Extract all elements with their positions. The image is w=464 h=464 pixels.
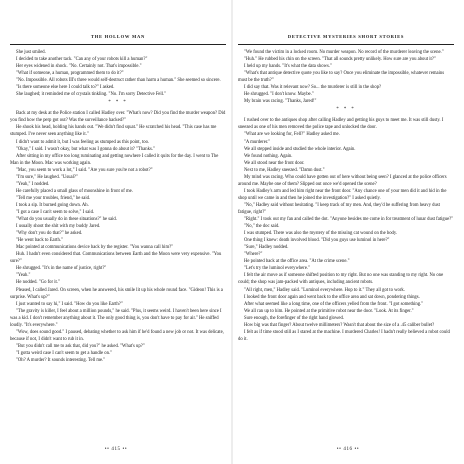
paragraph: "Sure," Hadley nodded. [244,245,289,251]
paragraph: I rushed over to the antiques shop after calling Hadley and getting his guys to meet me. It was still dusty. I sneezed as one of his men removed the police tape and unlocked the door. [238,118,444,131]
paragraph: "No," the doc said. [244,224,280,230]
running-head: THE HOLLOW MAN [90,34,146,39]
paragraph: "I got a case I can't seem to solve," I said. [16,209,95,215]
paragraph: I did say that. Was it relevant now? So... the murderer is still in the shop? [244,85,382,91]
paragraph: We found nothing. Again. [244,153,293,159]
page-body [238,49,454,343]
paragraph: Next to me, Hadley sneezed. "Damn dust." [244,167,325,173]
paragraph: "Wow, does sound good." I paused, debating whether to ask him if he'd found a new job or not. It was delicate, because if not, I didn't want to rub it in. [10,329,224,342]
paragraph: I just wanted to say hi," I said. "How do you like Earth?" [16,301,123,307]
paragraph: My brain was racing. "Thanks, Jared!" [244,99,317,105]
paragraph: He nodded. "Go for it." [16,280,60,286]
paragraph: "I gotta weird case I can't seem to get a handle on." [16,350,113,356]
paragraph: She laughed; it reminded me of crystals tinkling. "No. I'm sorry Detective Fell." [16,92,167,98]
paragraph: "Yeah," I nodded. [16,181,50,187]
paragraph: He shrugged. "It's in the name of justice, right?" [16,266,107,272]
paragraph: I held up my hands. "It's what the data shows." [244,64,332,70]
scene-separator: * * * [108,100,128,106]
paragraph: Pleased, I called Jared. On screen, when he answered, his smile lit up his whole round face. "Gideon! This is a surprise. What's up?" [10,287,223,300]
paragraph-group [238,49,454,105]
paragraph: He shrugged. "I don't know. Maybe." [244,92,314,98]
paragraph-group [10,110,226,364]
scene-separator: * * * [336,107,356,113]
paragraph: "Yeah." [16,273,31,279]
page-number: •• 416 •• [336,447,360,452]
paragraph: After what seemed like a long time, one of the officers yelled from the front. "I got something." [244,301,424,307]
paragraph: He shook his head, holding his hands out. "We didn't find squat." He scratched his head. "This case has me stumped. I've never seen anything like it." [10,125,217,138]
paragraph: I felt the air move as if someone shifted position to my right. But no one was standing to my right. No one could; the shop was jam-packed with antiques, including ancient robots. [238,273,444,286]
paragraph: "Oh? A murder? It sounds interesting. Tell me." [16,357,106,363]
paragraph: "We found the victim in a locked room. No murder weapon. No record of the murderer leaving the scene." [244,50,444,55]
paragraph: I didn't want to admit it, but I was feeling as stumped as this point, too. [16,139,150,145]
paragraph: "He went back to Earth." [16,238,63,244]
paragraph: My mind was racing. Who could have gotten out of here without being seen? I glanced at the police officers around me. Maybe one of them? Slipped out once we'd opened the scene? [238,174,447,187]
paragraph: "No. Impossible. All robots III's three would self-destruct rather than harm a human." She seemed so sincere. [16,78,221,84]
paragraph: "But you didn't call me to ask that, did you?" he asked. "What's up?" [16,343,145,349]
paragraph: One thing I knew: death involved blood. "Did you guys use luminol in here?" [244,238,390,244]
paragraph: "Tell me your troubles, friend," he said. [16,195,91,201]
paragraph: She just smiled. [16,50,46,55]
paragraph: "Is there someone else here I could talk to?" I asked. [16,85,115,91]
paragraph: I took Hadley's arm and led him right near the front door. "Any chance one of your men did it and hid in the shop until we came in and then he joined the investigation?" I asked quietly. [238,188,447,201]
paragraph: After sitting in my office too long ruminating and getting nowhere I called it quits for the day. I went to The Man in the Moon. Mac was working again. [10,153,219,166]
paragraph: "A murderer." [244,139,271,145]
paragraph: "Why don't you do that?" he asked. [16,231,83,237]
paragraph: Mac pointed at communications device back by the register. "You wanna call him?" [16,245,174,251]
right-page [232,0,464,464]
paragraph: I felt as if time stood still as I stared at the machine. I murdered Charles! I hadn't really believed a robot could do it. [238,329,450,342]
paragraph-group [238,117,454,343]
paragraph: "Let's try the luminol everywhere." [244,266,310,272]
paragraph: "I'm sure," He laughed. "Usual?" [16,174,78,180]
paragraph: How big was that finger? About twelve millimeters? Wasn't that about the size of a .45 caliber bullet? [244,322,435,328]
paragraph: He pointed back at the office area. "At the crime scene." [244,259,350,265]
paragraph: Her eyes widened in shock. "No. Certainly not. That's impossible." [16,64,142,70]
paragraph: "All right, men," Hadley said. "Luminol everywhere. Hop to it." They all got to work. [244,287,405,293]
paragraph: Back at my desk at the Police station I called Hadley over. "What's now? Did you find the murder weapon? Did you find how the perp got out? Was the surveillance hacked?" [10,111,226,124]
book-gutter [231,0,233,464]
paragraph: I was stumped. There was also the mystery of the missing cat wound on the body. [244,231,398,237]
paragraph: "What if someone, a human, programmed them to do it?" [16,71,124,77]
paragraph: "Where?" [244,252,263,258]
paragraph: "Huh." He rubbed his chin on the screen. "That all sounds pretty unlikely. How sure are you about it?" [244,57,436,63]
paragraph: "Mac, you seem to work a lot," I said. "Are you sure you're not a robot?" [16,167,153,173]
paragraph: Huh. I hadn't even considered that. Communications between Earth and the Moon were very expensive. "You sure?" [10,252,222,265]
running-head: DETECTIVE MYSTERIES SHORT STORIES [287,34,405,39]
paragraph: We all ran up to him. He pointed at the primitive robot near the door. "Look. At its finger." [244,308,414,314]
paragraph: Sure enough, the forefinger of the right hand glowed. [244,315,344,321]
page-number: •• 415 •• [104,447,128,452]
paragraph: I looked the front door again and went back to the office area and sat down, pondering things. [244,294,420,300]
header-rule [10,44,226,45]
header-rule [238,44,454,45]
paragraph: I usually shoot the shit with my buddy Jared. [16,224,101,230]
paragraph: "What's that antique detective quote you like to say? Once you eliminate the impossible, whatever remains must be the truth?" [238,71,445,84]
paragraph: We all stepped inside and studied the whole interior. Again. [244,146,356,152]
paragraph: We all stood near the front door. [244,160,305,166]
page-body [10,49,226,364]
paragraph: I decided to take another tack. "Can any of your robots kill a human?" [16,57,148,63]
paragraph: He carefully placed a small glass of moonshine in front of me. [16,188,133,194]
paragraph: "No," Hadley said without hesitating. "I keep track of my men. And, they'd be suffering from heavy dust fatigue, right?" [238,202,440,215]
paragraph: I took a sip. It burned going down. Ah. [16,202,89,208]
paragraph: "Right." I took out my fan and called the dot. "Anyone besides me come in for treatment of lunar dust fatigue?" [244,217,454,223]
paragraph: "What do you usually do in these situations?" he said. [16,217,117,223]
paragraph: "Okay," I said. I wasn't okay, but what was I gonna do about it? "Thanks." [16,146,155,152]
paragraph: "What are we looking for, Fell?" Hadley asked me. [244,132,340,138]
paragraph: "The gravity is killer, I feel about a million pounds," he said. "Plus, it seems weird. I haven't been here since I was a kid. I don't remember anything about it. The only good thing is, you don't have to pay for air." He sniffed loudly. "It's everywhere." [10,308,222,328]
paragraph-group [10,49,226,98]
